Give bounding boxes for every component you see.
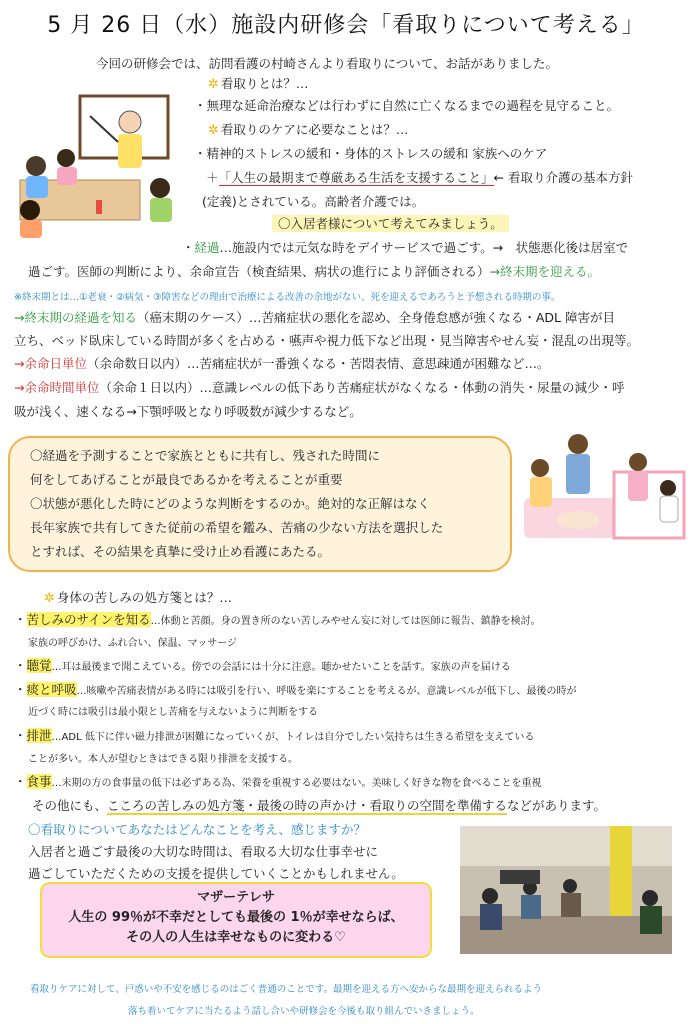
policy-highlight: 「人生の最期まで尊厳ある生活を支援すること」 — [218, 170, 494, 185]
answer-definition: (定義)とされている。高齢者介護では。 — [202, 194, 425, 209]
hours-unit-cont: 吸が浅く、速くなる→下顎呼吸となり呼吸数が減少するなど。 — [14, 404, 362, 419]
prescription-excretion: ・排泄…ADL 低下に伴い磁力排泄が困難になっていくが、トイレは自分でしたい気持ちは生きる希望を支えている — [14, 728, 535, 743]
key-point: とすれば、その結果を真摯に受け止め看護にあたる。 — [30, 544, 331, 559]
star-icon: ✲ — [44, 591, 55, 606]
mother-teresa-quote-box — [40, 882, 432, 958]
terminal-course: →終末期の経過を知る（癌末期のケース）…苦痛症状の悪化を認め、全身倦怠感が強くなる・ADL 障害が目 — [14, 310, 615, 325]
hours-unit: →余命時間単位（余命１日以内）…意識レベルの低下あり苦痛症状がなくなる・体動の消失・尿量の減少・呼 — [14, 380, 625, 395]
key-points-box — [8, 436, 512, 572]
key-point: 〇状態が悪化した時にどのような判断をするのか。絶対的な正解はなく — [30, 496, 431, 511]
lecture-illustration — [10, 92, 185, 242]
prescription-breathing: ・痰と呼吸…咳嗽や苦痛表情がある時には吸引を行い、呼吸を楽にすることを考えるが、意識レベルが低下し、最後の時が — [14, 682, 577, 697]
days-unit: →余命日単位（余命数日以内）…苦痛症状が一番強くなる・苦悶表情、意思疎通が困難など…。 — [14, 356, 550, 371]
footer-line-1: 看取りケアに対して、戸惑いや不安を感じるのはごく普通のことです。最期を迎える方へ安からな最期を迎えられるよう — [30, 984, 543, 995]
quote-line-2: その人の人生は幸せなものに変わる♡ — [126, 930, 346, 945]
quote-author: マザーテレサ — [197, 890, 275, 905]
reflection-text-1: 入居者と過ごす最後の大切な時間は、看取る大切な仕事幸せに — [28, 844, 379, 859]
answer-care: ・精神的ストレスの緩和・身体的ストレスの緩和 家族へのケア — [194, 146, 548, 161]
intro-text: 今回の研修会では、訪問看護の村崎さんより看取りについて、お話がありました。 — [96, 56, 559, 71]
prescription-hearing: ・聴覚…耳は最後まで聞こえている。傍での会話には十分に注意。聴かせたいことを話す。家族の声を届ける — [14, 658, 511, 673]
terminal-note: ※終末期とは…①老衰・②病気・③障害などの理由で治療による改善の余地がない、死を迎えるであろうと予想される時期の事。 — [14, 292, 561, 303]
prescription-sign: ・苦しみのサインを知る…体動と苦顔。身の置き所のない苦しみやせん妄に対しては医師に報告、鎮静を検討。 — [14, 612, 541, 627]
course-line-2: 過ごす。医師の判断により、余命宣告（検査結果、病状の進行により評価される）→終末期を迎える。 — [28, 264, 600, 279]
reflection-question: 〇看取りについてあなたはどんなことを考え、感じますか？ — [28, 822, 367, 837]
question-care: ✲ 看取りのケアに必要なことは？… — [208, 122, 409, 138]
key-point: 何をしてあげることが最良であるかを考えることが重要 — [30, 472, 343, 487]
footer-line-2: 落ち着いてケアに当たるよう話し合いや研修会を今後も取り組んでいきましょう。 — [128, 1006, 480, 1017]
think-residents: 〇入居者様について考えてみましょう。 — [272, 216, 509, 232]
course-line: ・経過…施設内では元気な時をデイサービスで過ごす。→ 状態悪化後は居室で — [182, 240, 629, 255]
page-title: 5 月 26 日（水）施設内研修会「看取りについて考える」 — [47, 13, 645, 38]
reflection-text-2: 過ごしていただくための支援を提供していくことかもしれません。 — [28, 866, 404, 881]
quote-line-1: 人生の 99％が不幸だとしても最後の 1％が幸せならば、 — [68, 910, 404, 925]
training-session-photo — [460, 826, 672, 954]
answer-policy: ＋「人生の最期まで尊厳ある生活を支援すること」← 看取り介護の基本方針 — [206, 170, 633, 185]
family-care-illustration — [518, 432, 686, 552]
other-prescriptions: その他にも、こころの苦しみの処方箋・最後の時の声かけ・看取りの空間を準備するなどがあります。 — [32, 798, 607, 813]
key-point: 長年家族で共有してきた従前の希望を鑑み、苦痛の少ない方法を選択した — [30, 520, 444, 535]
key-point: 〇経過を予測することで家族とともに共有し、残された時間に — [30, 448, 381, 463]
star-icon: ✲ — [208, 123, 219, 138]
star-icon: ✲ — [208, 77, 219, 92]
answer-what: ・無理な延命治療などは行わずに自然に亡くなるまでの過程を見守ること。 — [194, 98, 620, 113]
prescription-excretion-cont: ことが多い。本人が望むときはできる限り排泄を支援する。 — [28, 754, 298, 765]
question-what: ✲ 看取りとは？… — [208, 76, 309, 92]
prescription-breathing-cont: 近づく時には吸引は最小限とし苦痛を与えないように判断をする — [28, 707, 318, 718]
prescription-meal: ・食事…末期の方の食事量の低下は必ずある為、栄養を重視する必要はない。美味しく好きな物を食べることを重視 — [14, 774, 542, 789]
prescription-sign-cont: 家族の呼びかけ、ふれ合い、保温、マッサージ — [28, 638, 237, 649]
prescription-heading: ✲ 身体の苦しみの処方箋とは？… — [44, 590, 232, 606]
terminal-course-cont: 立ち、ベッド臥床している時間が多くを占める・嚥声や視力低下など出現・見当障害やせん妄・混乱の出現等。 — [14, 333, 640, 348]
